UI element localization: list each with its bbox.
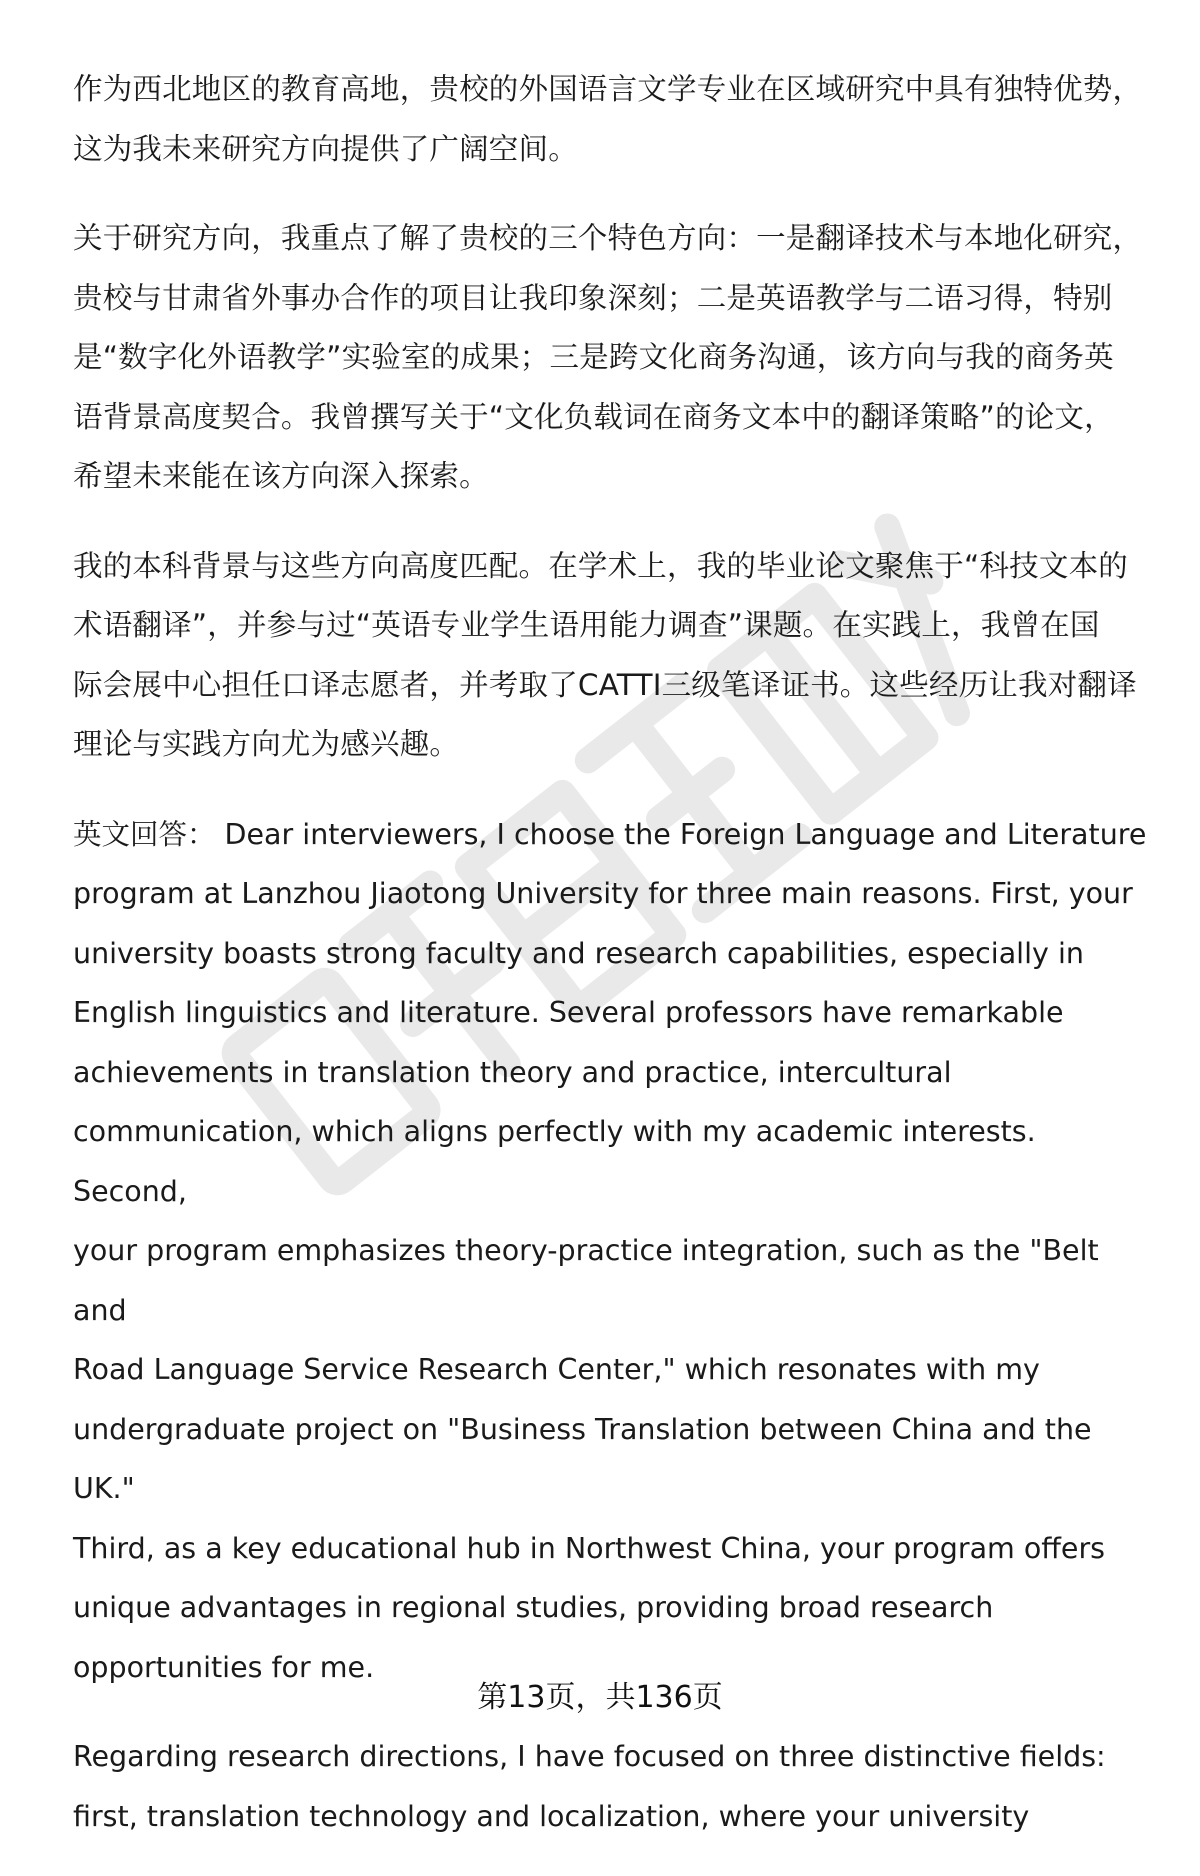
- document-page: [73, 60, 1153, 1876]
- paragraph-1: 作为西北地区的教育高地，贵校的外国语言文学专业在区域研究中具有独特优势， 这为我未来研究方向提供了广阔空间。: [73, 72, 1143, 166]
- paragraph-4-english-answer: 英文回答： Dear interviewers, I choose the Foreign Language and Literature program at Lanzhou Jiaotong University for three main reasons. First, your university boasts strong faculty and research capabilities, especially in English linguistics and literature. Several professors have remarkable achievements in translation theory and practice, intercultural communication, which aligns perfectly with my academic interests. Second, your program emphasizes theory-practice integration, such as the "Belt and Road Language Service Research Center," which resonates with my undergraduate project on "Business Translation between China and the UK." Third, as a key educational hub in Northwest China, your program offers unique advantages in regional studies, providing broad research opportunities for me.: [73, 817, 1147, 1684]
- paragraph-2: 关于研究方向，我重点了解了贵校的三个特色方向：一是翻译技术与本地化研究， 贵校与甘肃省外事办合作的项目让我印象深刻；二是英语教学与二语习得，特别 是“数字化外语教学”实验室的成果；三是跨文化商务沟通，该方向与我的商务英 语背景高度契合。我曾撰写关于“文化负载词在商务文本中的翻译策略”的论文， 希望未来能在该方向深入探索。: [73, 221, 1143, 493]
- page-number-footer: 第13页，共136页: [477, 1680, 723, 1715]
- paragraph-3: 我的本科背景与这些方向高度匹配。在学术上，我的毕业论文聚焦于“科技文本的 术语翻译”，并参与过“英语专业学生语用能力调查”课题。在实践上，我曾在国 际会展中心担任口译志愿者，并考取了CATTI三级笔译证书。这些经历让我对翻译 理论与实践方向尤为感兴趣。: [73, 548, 1137, 761]
- paragraph-5: Regarding research directions, I have focused on three distinctive fields: first, translation technology and localization, where your university: [73, 1740, 1106, 1833]
